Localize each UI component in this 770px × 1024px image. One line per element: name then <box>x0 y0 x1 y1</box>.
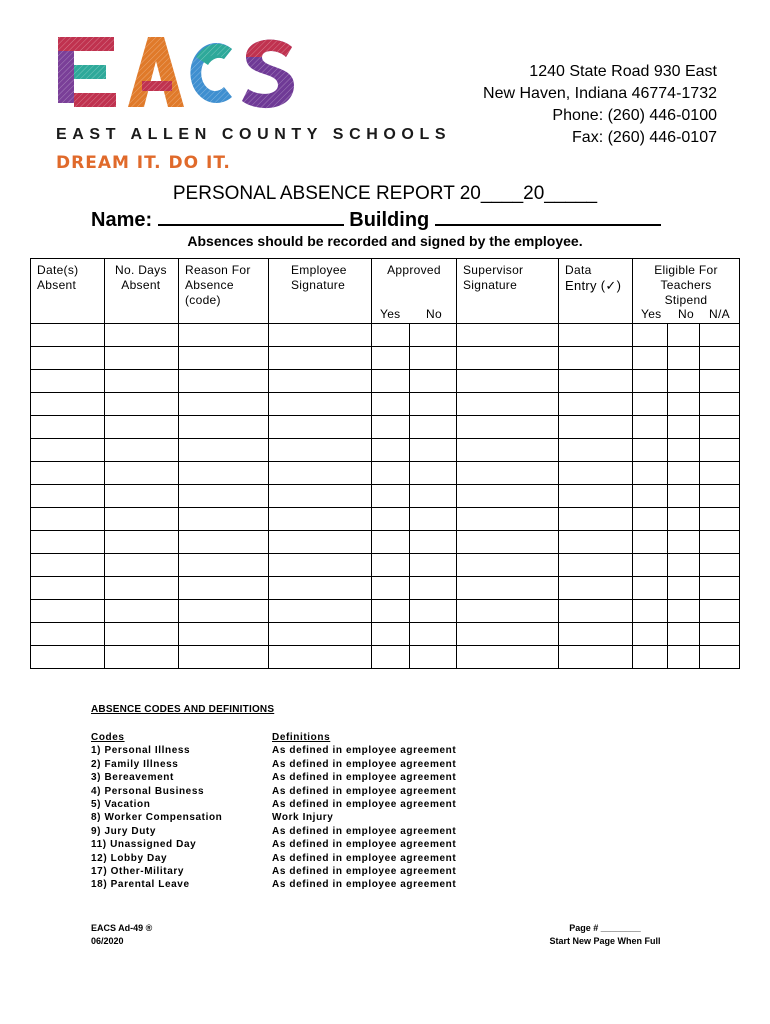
header-dates-absent: Date(s) Absent <box>31 259 105 324</box>
table-cell[interactable] <box>105 393 179 416</box>
table-cell[interactable] <box>559 393 633 416</box>
form-date: 06/2020 <box>91 936 124 946</box>
table-cell[interactable] <box>410 370 457 393</box>
table-cell[interactable] <box>633 370 668 393</box>
table-row <box>31 485 740 508</box>
table-row <box>31 416 740 439</box>
table-cell[interactable] <box>410 393 457 416</box>
table-row <box>31 623 740 646</box>
table-cell[interactable] <box>105 646 179 669</box>
table-cell[interactable] <box>179 324 269 347</box>
table-cell[interactable] <box>31 623 105 646</box>
header-data-entry: Data Entry (✓) <box>559 259 633 324</box>
table-cell[interactable] <box>559 347 633 370</box>
table-cell[interactable] <box>372 439 410 462</box>
table-row <box>31 393 740 416</box>
table-cell[interactable] <box>668 416 700 439</box>
table-cell[interactable] <box>105 347 179 370</box>
table-cell[interactable] <box>179 531 269 554</box>
form-title: PERSONAL ABSENCE REPORT 20____20_____ <box>172 183 598 204</box>
form-id: EACS Ad-49 ® <box>91 923 153 933</box>
table-cell[interactable] <box>559 439 633 462</box>
header-eligible-no: No <box>678 307 694 321</box>
table-cell[interactable] <box>31 485 105 508</box>
table-cell[interactable] <box>559 508 633 531</box>
table-cell[interactable] <box>700 554 740 577</box>
table-cell[interactable] <box>410 462 457 485</box>
table-cell[interactable] <box>179 623 269 646</box>
table-row <box>31 508 740 531</box>
table-cell[interactable] <box>700 485 740 508</box>
code-item: 3) Bereavement <box>91 772 174 784</box>
table-cell[interactable] <box>559 554 633 577</box>
table-cell[interactable] <box>668 370 700 393</box>
table-cell[interactable] <box>700 439 740 462</box>
table-cell[interactable] <box>31 462 105 485</box>
code-item: 18) Parental Leave <box>91 879 190 891</box>
table-cell[interactable] <box>700 623 740 646</box>
code-item: 8) Worker Compensation <box>91 812 223 824</box>
table-cell[interactable] <box>269 347 372 370</box>
table-cell[interactable] <box>31 324 105 347</box>
table-cell[interactable] <box>410 554 457 577</box>
table-cell[interactable] <box>457 370 559 393</box>
table-cell[interactable] <box>179 370 269 393</box>
table-cell[interactable] <box>668 393 700 416</box>
definitions-column <box>272 731 456 892</box>
table-cell[interactable] <box>668 646 700 669</box>
page-number-field[interactable]: Page # ________ <box>569 923 641 933</box>
table-cell[interactable] <box>559 577 633 600</box>
code-item: 4) Personal Business <box>91 785 205 797</box>
table-cell[interactable] <box>179 508 269 531</box>
table-cell[interactable] <box>633 646 668 669</box>
table-cell[interactable] <box>410 623 457 646</box>
table-cell[interactable] <box>31 416 105 439</box>
code-item: 11) Unassigned Day <box>91 839 197 851</box>
table-cell[interactable] <box>31 347 105 370</box>
table-cell[interactable] <box>410 508 457 531</box>
table-cell[interactable] <box>559 462 633 485</box>
table-cell[interactable] <box>105 577 179 600</box>
code-item: 9) Jury Duty <box>91 825 156 837</box>
table-row <box>31 531 740 554</box>
table-cell[interactable] <box>105 623 179 646</box>
table-cell[interactable] <box>105 485 179 508</box>
table-cell[interactable] <box>31 600 105 623</box>
table-cell[interactable] <box>457 600 559 623</box>
table-cell[interactable] <box>700 577 740 600</box>
table-cell[interactable] <box>269 439 372 462</box>
table-cell[interactable] <box>410 485 457 508</box>
code-item: 17) Other-Military <box>91 866 185 878</box>
table-cell[interactable] <box>372 600 410 623</box>
header-reason-code: Reason For Absence (code) <box>179 259 269 324</box>
table-cell[interactable] <box>179 462 269 485</box>
table-cell[interactable] <box>105 324 179 347</box>
table-cell[interactable] <box>700 508 740 531</box>
table-cell[interactable] <box>105 531 179 554</box>
definitions-header: Definitions <box>272 732 331 743</box>
table-cell[interactable] <box>105 508 179 531</box>
logo-tagline: DREAM IT. DO IT. <box>56 153 231 173</box>
table-cell[interactable] <box>668 347 700 370</box>
header-approved: Approved Yes No <box>372 259 457 324</box>
header-eligible-na: N/A <box>709 307 730 321</box>
name-label: Name: <box>91 209 153 231</box>
codes-column <box>91 731 222 892</box>
definition-item: As defined in employee agreement <box>272 758 457 770</box>
table-header-row <box>31 259 740 324</box>
table-cell[interactable] <box>700 600 740 623</box>
table-cell[interactable] <box>31 439 105 462</box>
table-cell[interactable] <box>372 646 410 669</box>
table-cell[interactable] <box>372 554 410 577</box>
table-cell[interactable] <box>633 439 668 462</box>
table-row <box>31 324 740 347</box>
table-cell[interactable] <box>559 600 633 623</box>
table-cell[interactable] <box>269 554 372 577</box>
table-cell[interactable] <box>668 554 700 577</box>
definition-item: As defined in employee agreement <box>272 799 457 811</box>
table-cell[interactable] <box>559 416 633 439</box>
logo-letter-a <box>128 37 184 107</box>
address-city: New Haven, Indiana 46774-1732 <box>483 85 717 102</box>
table-cell[interactable] <box>457 577 559 600</box>
table-cell[interactable] <box>179 393 269 416</box>
table-cell[interactable] <box>633 531 668 554</box>
table-cell[interactable] <box>668 324 700 347</box>
absence-log-table <box>30 258 740 669</box>
table-cell[interactable] <box>559 370 633 393</box>
definition-item: As defined in employee agreement <box>272 825 457 837</box>
table-cell[interactable] <box>179 600 269 623</box>
header-approved-yes: Yes <box>380 307 401 321</box>
table-cell[interactable] <box>269 623 372 646</box>
table-cell[interactable] <box>668 531 700 554</box>
table-cell[interactable] <box>269 600 372 623</box>
table-cell[interactable] <box>457 439 559 462</box>
table-cell[interactable] <box>633 324 668 347</box>
table-cell[interactable] <box>372 324 410 347</box>
table-cell[interactable] <box>269 485 372 508</box>
page-note: Start New Page When Full <box>549 936 661 946</box>
header-approved-no: No <box>426 307 442 321</box>
table-row <box>31 439 740 462</box>
table-cell[interactable] <box>700 324 740 347</box>
table-cell[interactable] <box>372 531 410 554</box>
codes-header: Codes <box>91 732 125 743</box>
table-cell[interactable] <box>457 347 559 370</box>
table-cell[interactable] <box>31 646 105 669</box>
table-row <box>31 347 740 370</box>
table-cell[interactable] <box>559 623 633 646</box>
table-cell[interactable] <box>372 485 410 508</box>
table-cell[interactable] <box>559 531 633 554</box>
table-cell[interactable] <box>559 646 633 669</box>
header-eligible-yes: Yes <box>641 307 662 321</box>
table-cell[interactable] <box>269 531 372 554</box>
table-cell[interactable] <box>668 462 700 485</box>
table-cell[interactable] <box>668 485 700 508</box>
table-cell[interactable] <box>31 531 105 554</box>
logo-subtitle: EAST ALLEN COUNTY SCHOOLS <box>56 126 452 143</box>
table-cell[interactable] <box>372 623 410 646</box>
table-cell[interactable] <box>31 508 105 531</box>
footer-page <box>540 922 670 948</box>
table-cell[interactable] <box>410 324 457 347</box>
table-cell[interactable] <box>410 646 457 669</box>
table-cell[interactable] <box>457 554 559 577</box>
table-cell[interactable] <box>372 347 410 370</box>
table-cell[interactable] <box>700 416 740 439</box>
school-address <box>483 61 717 149</box>
table-cell[interactable] <box>633 462 668 485</box>
header-employee-signature: Employee Signature <box>269 259 372 324</box>
definition-item: As defined in employee agreement <box>272 772 457 784</box>
table-cell[interactable] <box>269 508 372 531</box>
table-cell[interactable] <box>700 347 740 370</box>
table-cell[interactable] <box>372 370 410 393</box>
table-cell[interactable] <box>372 462 410 485</box>
logo-letter-s <box>242 40 294 108</box>
table-row <box>31 462 740 485</box>
code-item: 5) Vacation <box>91 799 151 811</box>
form-instructions: Absences should be recorded and signed by the employee. <box>187 233 583 249</box>
table-cell[interactable] <box>457 646 559 669</box>
table-row <box>31 554 740 577</box>
table-cell[interactable] <box>105 370 179 393</box>
table-cell[interactable] <box>700 646 740 669</box>
logo-letter-e <box>58 37 116 107</box>
table-cell[interactable] <box>179 485 269 508</box>
table-cell[interactable] <box>269 393 372 416</box>
table-cell[interactable] <box>105 439 179 462</box>
code-item: 2) Family Illness <box>91 758 179 770</box>
table-row <box>31 646 740 669</box>
table-cell[interactable] <box>179 577 269 600</box>
table-cell[interactable] <box>410 577 457 600</box>
table-row <box>31 600 740 623</box>
table-cell[interactable] <box>410 416 457 439</box>
address-phone: Phone: (260) 446-0100 <box>552 107 717 124</box>
code-item: 12) Lobby Day <box>91 852 168 864</box>
table-cell[interactable] <box>179 646 269 669</box>
table-cell[interactable] <box>457 324 559 347</box>
table-cell[interactable] <box>31 577 105 600</box>
table-cell[interactable] <box>633 485 668 508</box>
definition-item: As defined in employee agreement <box>272 852 457 864</box>
definition-item: As defined in employee agreement <box>272 839 457 851</box>
table-cell[interactable] <box>105 416 179 439</box>
table-cell[interactable] <box>372 416 410 439</box>
table-cell[interactable] <box>31 370 105 393</box>
table-cell[interactable] <box>633 554 668 577</box>
table-cell[interactable] <box>179 439 269 462</box>
code-item: 1) Personal Illness <box>91 745 191 757</box>
table-cell[interactable] <box>457 623 559 646</box>
table-cell[interactable] <box>668 623 700 646</box>
table-cell[interactable] <box>31 393 105 416</box>
table-cell[interactable] <box>559 485 633 508</box>
table-cell[interactable] <box>633 577 668 600</box>
table-cell[interactable] <box>457 531 559 554</box>
table-cell[interactable] <box>668 577 700 600</box>
table-cell[interactable] <box>559 324 633 347</box>
header-supervisor-signature: Supervisor Signature <box>457 259 559 324</box>
table-cell[interactable] <box>410 439 457 462</box>
address-street: 1240 State Road 930 East <box>529 63 717 80</box>
table-cell[interactable] <box>633 600 668 623</box>
table-cell[interactable] <box>269 324 372 347</box>
table-row <box>31 370 740 393</box>
table-cell[interactable] <box>269 462 372 485</box>
building-label: Building <box>349 209 430 231</box>
table-cell[interactable] <box>31 554 105 577</box>
logo-letter-c <box>190 43 232 103</box>
name-field[interactable] <box>158 207 344 226</box>
table-cell[interactable] <box>457 462 559 485</box>
table-cell[interactable] <box>700 393 740 416</box>
definition-item: As defined in employee agreement <box>272 745 457 757</box>
table-cell[interactable] <box>633 508 668 531</box>
table-cell[interactable] <box>105 600 179 623</box>
table-cell[interactable] <box>410 531 457 554</box>
table-cell[interactable] <box>700 531 740 554</box>
table-cell[interactable] <box>269 646 372 669</box>
address-fax: Fax: (260) 446-0107 <box>572 129 717 146</box>
table-cell[interactable] <box>372 577 410 600</box>
definition-item: As defined in employee agreement <box>272 866 457 878</box>
name-building-line <box>91 207 661 232</box>
table-cell[interactable] <box>179 347 269 370</box>
table-cell[interactable] <box>372 393 410 416</box>
table-cell[interactable] <box>457 508 559 531</box>
table-cell[interactable] <box>179 416 269 439</box>
codes-heading: ABSENCE CODES AND DEFINITIONS <box>91 704 275 715</box>
header-days-absent: No. Days Absent <box>105 259 179 324</box>
table-cell[interactable] <box>457 485 559 508</box>
table-cell[interactable] <box>105 462 179 485</box>
eacs-logo-graphic <box>56 35 296 115</box>
definition-item: As defined in employee agreement <box>272 785 457 797</box>
footer-form-id <box>91 922 152 948</box>
table-cell[interactable] <box>700 370 740 393</box>
eacs-logo <box>56 35 296 115</box>
table-cell[interactable] <box>410 600 457 623</box>
table-cell[interactable] <box>668 508 700 531</box>
header-eligible-stipend: Eligible For Teachers Stipend Yes No N/A <box>633 259 740 324</box>
table-cell[interactable] <box>668 600 700 623</box>
table-cell[interactable] <box>105 554 179 577</box>
table-row <box>31 577 740 600</box>
table-cell[interactable] <box>457 393 559 416</box>
table-cell[interactable] <box>269 577 372 600</box>
table-cell[interactable] <box>410 347 457 370</box>
definition-item: As defined in employee agreement <box>272 879 457 891</box>
definition-item: Work Injury <box>272 812 334 824</box>
table-cell[interactable] <box>633 393 668 416</box>
table-cell[interactable] <box>269 370 372 393</box>
table-cell[interactable] <box>372 508 410 531</box>
table-cell[interactable] <box>633 416 668 439</box>
table-cell[interactable] <box>179 554 269 577</box>
table-cell[interactable] <box>457 416 559 439</box>
building-field[interactable] <box>435 207 661 226</box>
table-cell[interactable] <box>700 462 740 485</box>
table-cell[interactable] <box>269 416 372 439</box>
table-cell[interactable] <box>633 347 668 370</box>
table-cell[interactable] <box>633 623 668 646</box>
table-cell[interactable] <box>668 439 700 462</box>
